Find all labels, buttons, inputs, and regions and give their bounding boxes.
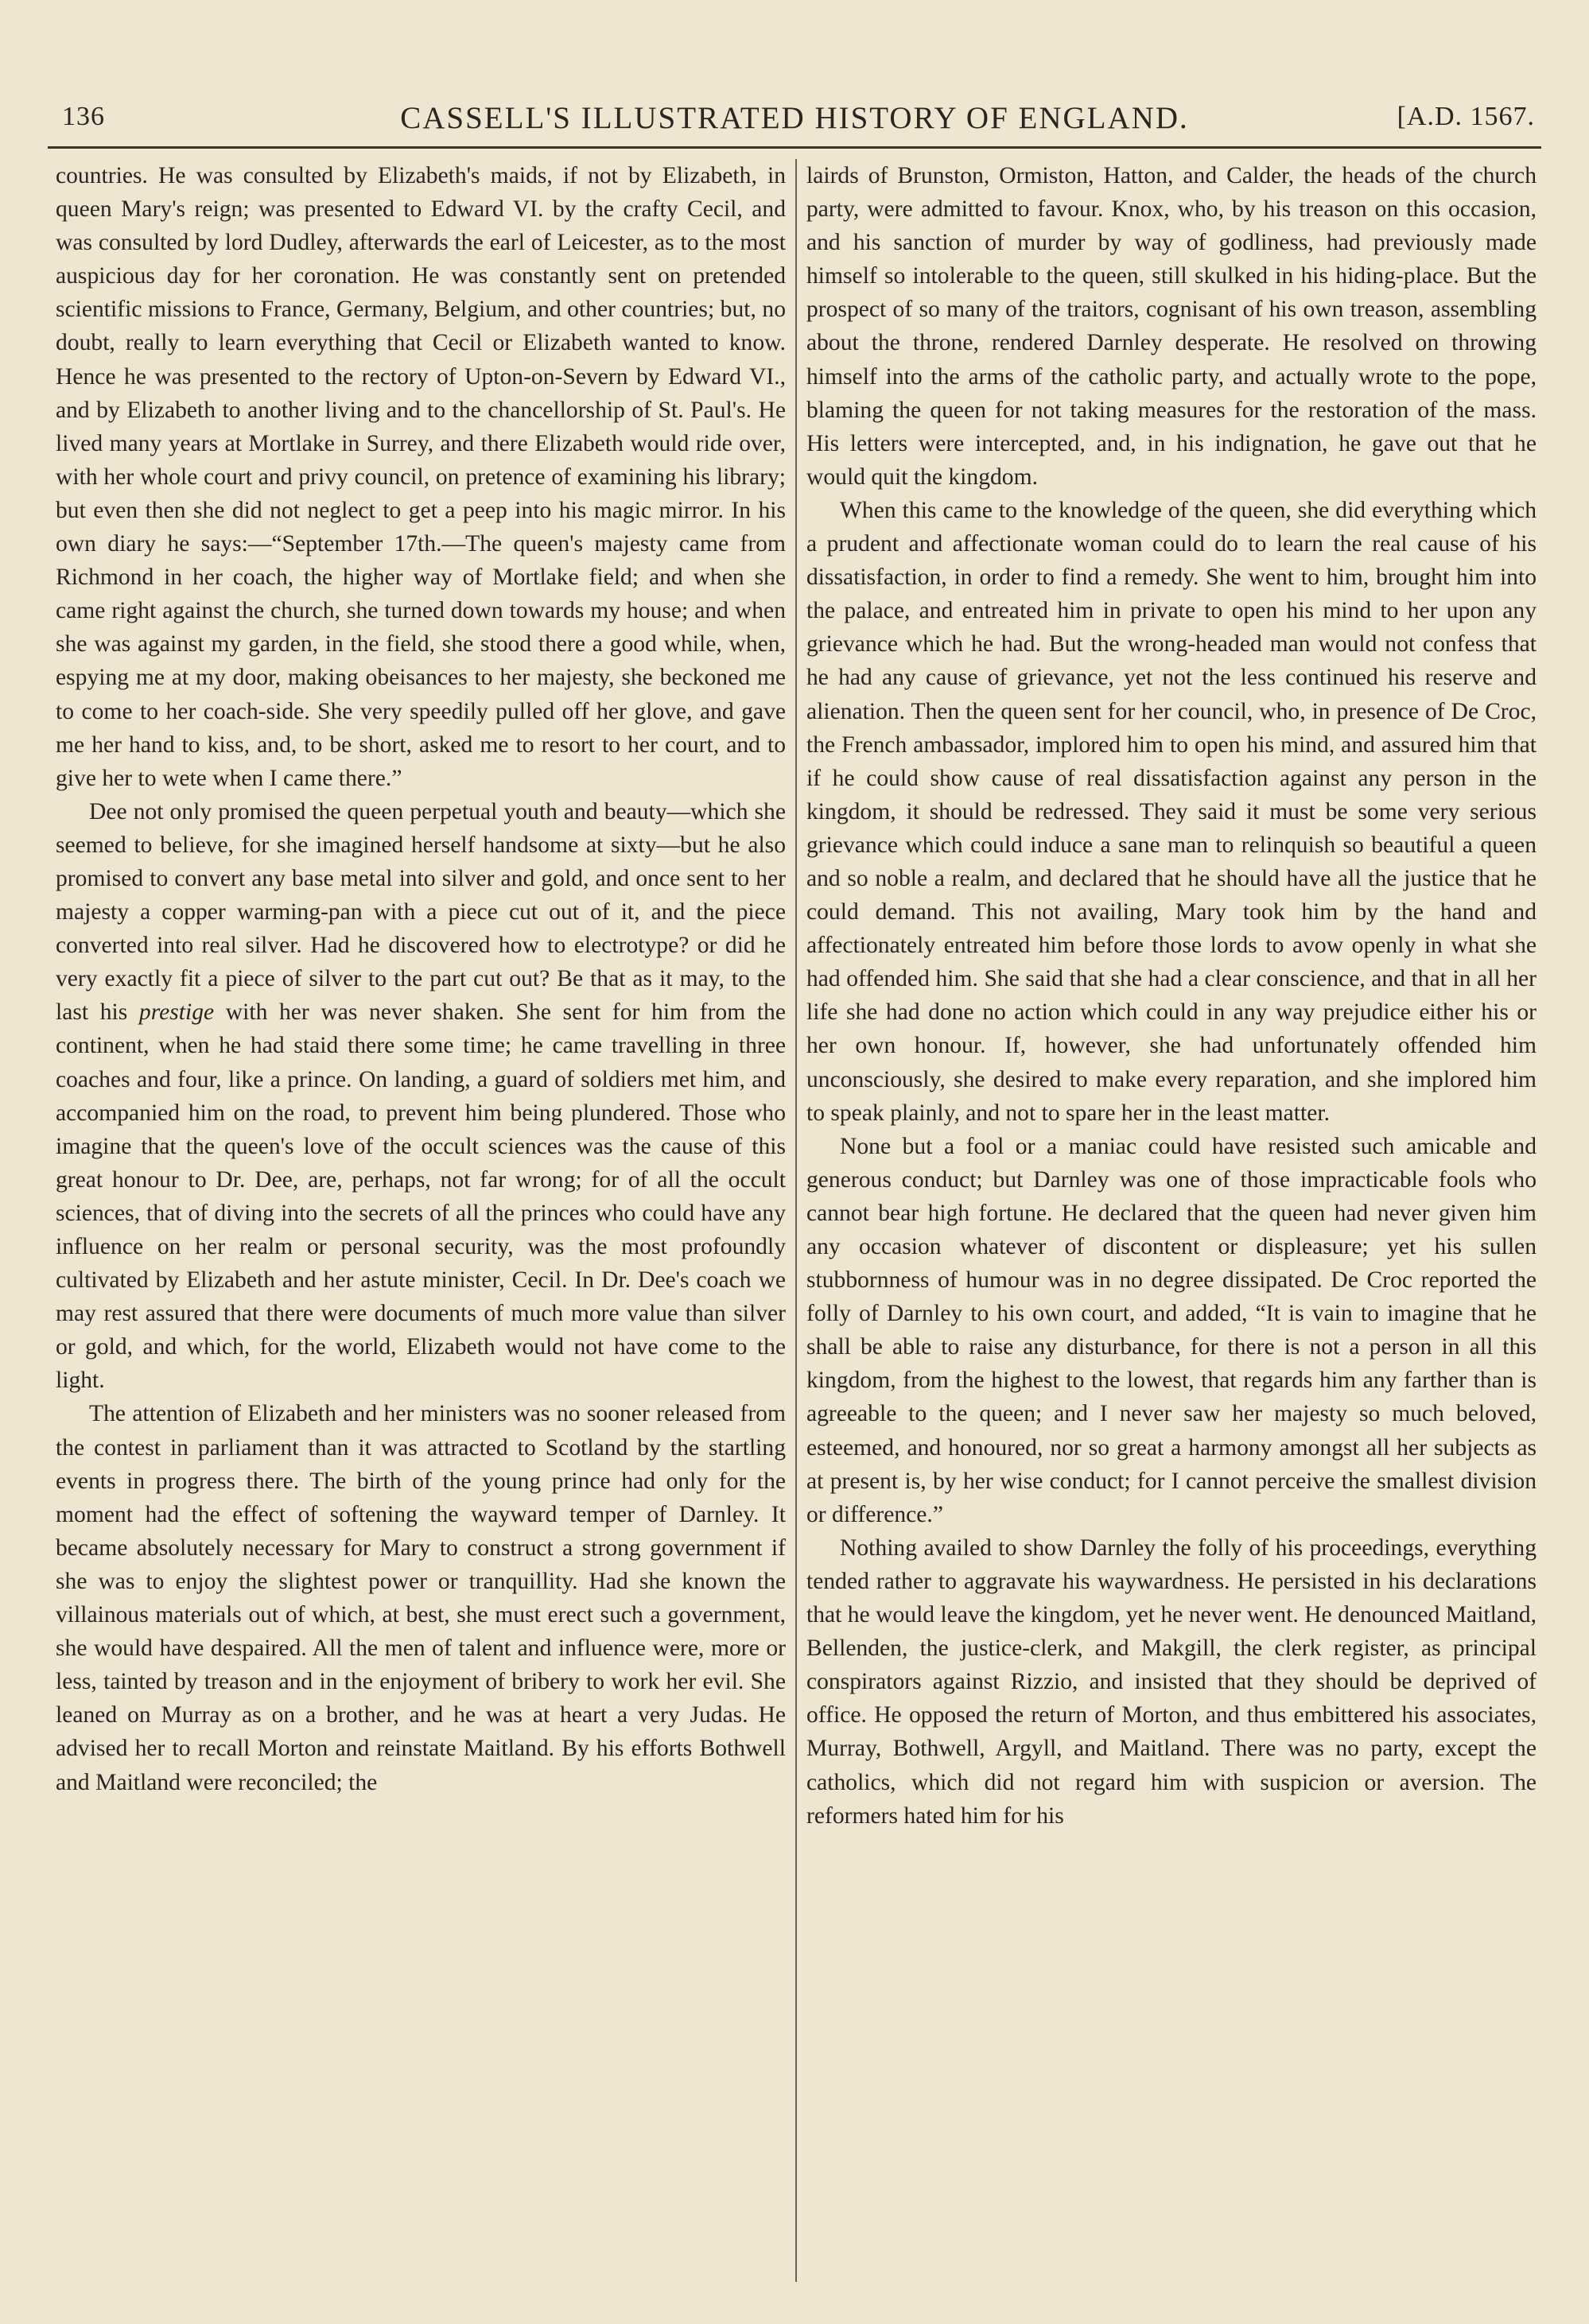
italic-word: prestige <box>138 999 215 1026</box>
text-run: Dee not only promised the queen perpetual youth and beauty—which she seemed to believe, for she imagined herself handsome at sixty—but he also promised to convert any base metal into silver and gold, and once sent to her majesty a copper warming-pan with a piece cut out of it, and the piece converted into real silver. Had he discovered how to electrotype? or did he very exactly fit a piece of silver to the part cut out? Be that as it may, to the last his <box>56 798 786 1026</box>
text-columns <box>56 159 1535 2298</box>
running-title: CASSELL'S ILLUSTRATED HISTORY OF ENGLAND. <box>400 101 1189 135</box>
paragraph: countries. He was consulted by Elizabeth's maids, if not by Elizabeth, in queen Mary's reign; was presented to Edward VI. by the crafty Cecil, and was consulted by lord Dudley, afterwards the earl of Leicester, as to the most auspicious day for her coronation. He was constantly sent on pretended scientific missions to France, Germany, Belgium, and other countries; but, no doubt, really to learn everything that Cecil or Elizabeth wanted to know. Hence he was presented to the rectory of Upton-on-Severn by Edward VI., and by Elizabeth to another living and to the chancellorship of St. Paul's. He lived many years at Mortlake in Surrey, and there Elizabeth would ride over, with her whole court and privy council, on pretence of examining his library; but even then she did not neglect to get a peep into his magic mirror. In his own diary he says:—“September 17th.—The queen's majesty came from Richmond in her coach, the higher way of Mortlake field; and when she came right against the church, she turned down towards my house; and when she was against my garden, in the field, she stood there a good while, when, espying me at my door, making obeisances to her majesty, she beckoned me to come to her coach-side. She very speedily pulled off her glove, and gave me her hand to kiss, and, to be short, asked me to resort to her court, and to give her to wete when I came there.” <box>56 163 786 791</box>
running-date: [A.D. 1567. <box>1397 102 1535 131</box>
paragraph <box>56 795 786 1398</box>
text-run: with her was never shaken. She sent for him from the continent, when he had staid there some time; he came travelling in three coaches and four, like a prince. On landing, a guard of soldiers met him, and accompanied him on the road, to prevent him being plundered. Those who imagine that the queen's love of the occult sciences was the cause of this great honour to Dr. Dee, are, perhaps, not far wrong; for of all the occult sciences, that of diving into the secrets of all the princes who could have any influence on her realm or personal security, was the most profoundly cultivated by Elizabeth and her astute minister, Cecil. In Dr. Dee's coach we may rest assured that there were documents of much more value than silver or gold, and which, for the world, Elizabeth would not have come to the light. <box>56 999 786 1394</box>
left-column <box>56 159 786 1799</box>
header-rule <box>48 146 1541 149</box>
paragraph: The attention of Elizabeth and her ministers was no sooner released from the contest in parliament than it was attracted to Scotland by the startling events in progress there. The birth of the young prince had only for the moment had the effect of softening the wayward temper of Darnley. It became absolutely necessary for Mary to construct a strong government if she was to enjoy the slightest power or tranquillity. Had she known the villainous materials out of which, at best, she must erect such a government, she would have despaired. All the men of talent and influence were, more or less, tainted by treason and in the enjoyment of bribery to work her evil. She leaned on Murray as on a brother, and he was at heart a very Judas. He advised her to recall Morton and reinstate Maitland. By his efforts Bothwell and Maitland were reconciled; the <box>56 1401 786 1795</box>
paragraph: lairds of Brunston, Ormiston, Hatton, and Calder, the heads of the church party, were admitted to favour. Knox, who, by his treason on this occasion, and his sanction of murder by way of godliness, had previously made himself so intolerable to the queen, still skulked in his hiding-place. But the prospect of so many of the traitors, cognisant of his own treason, assembling about the throne, rendered Darnley desperate. He resolved on throwing himself into the arms of the catholic party, and actually wrote to the pope, blaming the queen for not taking measures for the restoration of the mass. His letters were intercepted, and, in his indignation, he gave out that he would quit the kingdom. <box>806 163 1537 490</box>
paragraph: Nothing availed to show Darnley the folly of his proceedings, everything tended rather to aggravate his waywardness. He persisted in his declarations that he would leave the kingdom, yet he never went. He denounced Maitland, Bellenden, the justice-clerk, and Makgill, the clerk register, as principal conspirators against Rizzio, and insisted that they should be deprived of office. He opposed the return of Morton, and thus embittered his associates, Murray, Bothwell, Argyll, and Maitland. There was no party, except the catholics, which did not regard him with suspicion or aversion. The reformers hated him for his <box>806 1534 1537 1829</box>
paragraph: When this came to the knowledge of the queen, she did everything which a prudent and affectionate woman could do to learn the real cause of his dissatisfaction, in order to find a remedy. She went to him, brought him into the palace, and entreated him in private to open his mind to her upon any grievance which he had. But the wrong-headed man would not confess that he had any cause of grievance, yet not the less continued his reserve and alienation. Then the queen sent for her council, who, in presence of De Croc, the French ambassador, implored him to open his mind, and assured him that if he could show cause of real dissatisfaction against any person in the kingdom, it should be redressed. They said it must be some very serious grievance which could induce a sane man to relinquish so beautiful a queen and so noble a realm, and declared that he should have all the justice that he could demand. This not availing, Mary took him by the hand and affectionately entreated him before those lords to avow openly in what she had offended him. She said that she had a clear conscience, and that in all her life she had done no action which could in any way prejudice either his or her own honour. If, however, she had unfortunately offended him unconsciously, she desired to make every reparation, and she implored him to speak plainly, and not to spare her in the least matter. <box>806 497 1537 1126</box>
column-divider <box>795 159 797 2282</box>
paragraph: None but a fool or a maniac could have resisted such amicable and generous conduct; but Darnley was one of those impracticable fools who cannot bear high fortune. He declared that the queen had never given him any occasion whatever of discontent or displeasure; yet his sullen stubbornness of humour was in no degree dissipated. De Croc reported the folly of Darnley to his own court, and added, “It is vain to imagine that he shall be able to raise any disturbance, for there is not a person in all this kingdom, from the highest to the lowest, that regards him any farther than is agreeable to the queen; and I never saw her majesty so much beloved, esteemed, and honoured, nor so great a harmony amongst all her subjects as at present is, by her wise conduct; for I cannot perceive the smallest division or difference.” <box>806 1133 1537 1527</box>
page-number: 136 <box>62 102 105 131</box>
running-header <box>48 97 1541 138</box>
right-column <box>806 159 1537 1833</box>
